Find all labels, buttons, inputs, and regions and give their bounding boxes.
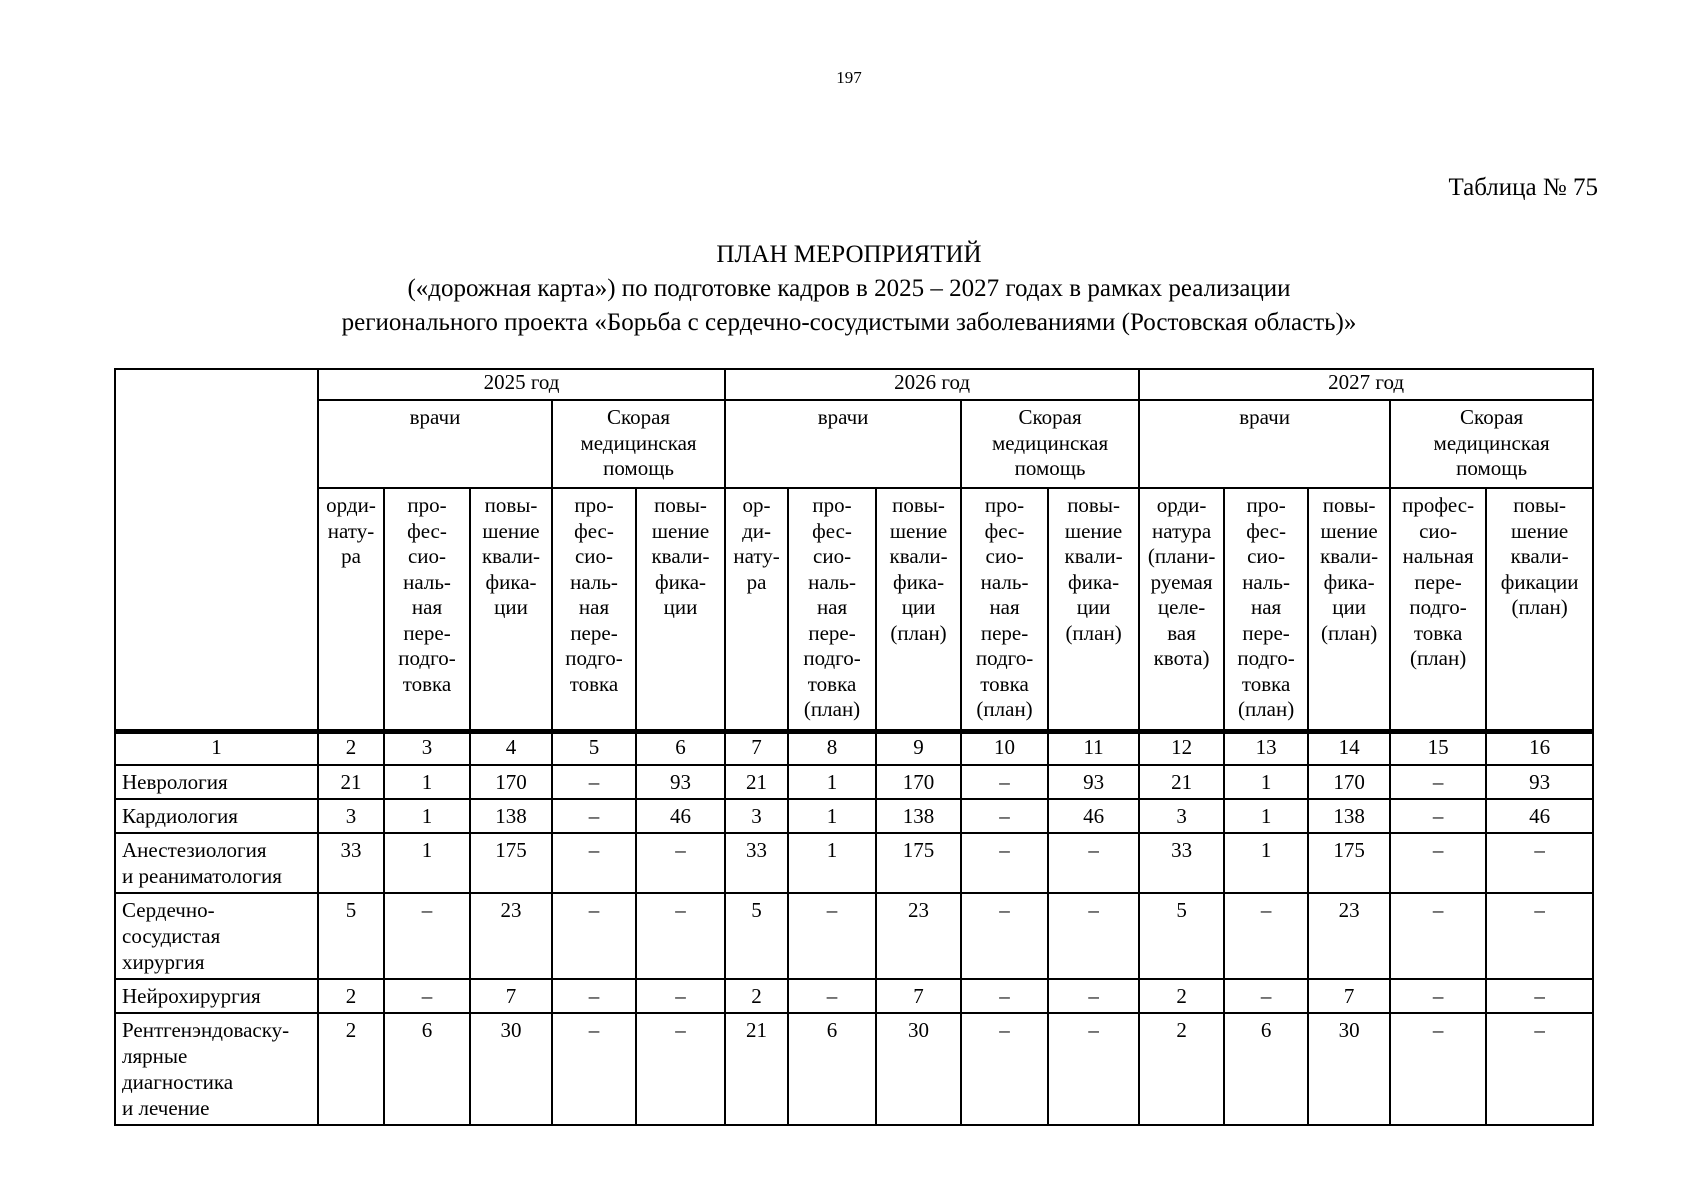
column-number: 12 <box>1139 732 1224 766</box>
table-cell: 5 <box>1139 893 1224 979</box>
table-cell: 46 <box>636 799 725 833</box>
table-cell: – <box>961 799 1048 833</box>
row-label: Рентгенэндоваску- лярные диагностика и лечение <box>115 1013 318 1125</box>
table-cell: 7 <box>876 979 961 1013</box>
header-group-ambulance: Скорая медицинская помощь <box>1390 400 1593 488</box>
column-number: 10 <box>961 732 1048 766</box>
table-cell: 1 <box>788 833 876 893</box>
header-group-doctors: врачи <box>1139 400 1390 488</box>
table-cell: – <box>1486 833 1593 893</box>
table-cell: – <box>1048 893 1139 979</box>
table-cell: – <box>1390 893 1486 979</box>
table-cell: 23 <box>1308 893 1390 979</box>
table-cell: – <box>1486 1013 1593 1125</box>
table-cell: 33 <box>725 833 788 893</box>
table-cell: 2 <box>725 979 788 1013</box>
table-cell: 6 <box>788 1013 876 1125</box>
table-caption: Таблица № 75 <box>1448 174 1598 201</box>
column-header: профес- сио- нальная пере- подго- товка (план) <box>1390 488 1486 732</box>
table-cell: 21 <box>1139 765 1224 799</box>
table-cell: 23 <box>470 893 552 979</box>
table-cell: 138 <box>876 799 961 833</box>
header-year-2025: 2025 год <box>318 369 725 400</box>
table-cell: 21 <box>318 765 384 799</box>
table-cell: – <box>788 893 876 979</box>
column-header: про- фес- сио- наль- ная пере- подго- товка (план) <box>1224 488 1308 732</box>
column-header: ор- ди- нату- ра <box>725 488 788 732</box>
table-cell: – <box>1390 799 1486 833</box>
table-cell: – <box>552 1013 636 1125</box>
table-cell: 93 <box>636 765 725 799</box>
header-year-2027: 2027 год <box>1139 369 1593 400</box>
table-cell: – <box>1048 1013 1139 1125</box>
table-cell: 138 <box>470 799 552 833</box>
table-row <box>115 893 1593 979</box>
table-cell: 2 <box>1139 979 1224 1013</box>
column-number-row <box>115 732 1593 766</box>
title-line-1: ПЛАН МЕРОПРИЯТИЙ <box>716 241 982 268</box>
column-number: 8 <box>788 732 876 766</box>
table-cell: 3 <box>1139 799 1224 833</box>
header-group-ambulance: Скорая медицинская помощь <box>961 400 1139 488</box>
table-cell: 30 <box>470 1013 552 1125</box>
table-cell: – <box>552 833 636 893</box>
table-cell: – <box>636 893 725 979</box>
table-cell: – <box>788 979 876 1013</box>
table-row <box>115 1013 1593 1125</box>
table-cell: – <box>636 833 725 893</box>
column-number: 15 <box>1390 732 1486 766</box>
table-cell: 170 <box>470 765 552 799</box>
table-cell: 1 <box>384 799 470 833</box>
header-year-2026: 2026 год <box>725 369 1139 400</box>
table-cell: 21 <box>725 765 788 799</box>
plan-table <box>114 368 1594 1126</box>
header-empty-cell <box>115 369 318 732</box>
column-header: про- фес- сио- наль- ная пере- подго- товка <box>552 488 636 732</box>
column-number: 2 <box>318 732 384 766</box>
page-number: 197 <box>836 68 862 87</box>
table-cell: 138 <box>1308 799 1390 833</box>
row-label: Неврология <box>115 765 318 799</box>
row-label: Анестезиология и реаниматология <box>115 833 318 893</box>
table-cell: 7 <box>1308 979 1390 1013</box>
table-cell: – <box>961 1013 1048 1125</box>
table-cell: – <box>1048 833 1139 893</box>
table-cell: – <box>961 765 1048 799</box>
document-title <box>0 238 1698 340</box>
table-cell: – <box>1390 1013 1486 1125</box>
table-cell: 3 <box>318 799 384 833</box>
table-cell: 1 <box>1224 799 1308 833</box>
table-cell: – <box>1048 979 1139 1013</box>
table-cell: 1 <box>1224 833 1308 893</box>
table-cell: 175 <box>876 833 961 893</box>
column-number: 4 <box>470 732 552 766</box>
table-cell: – <box>384 979 470 1013</box>
column-header: орди- нату- ра <box>318 488 384 732</box>
table-cell: 46 <box>1486 799 1593 833</box>
table-cell: – <box>552 979 636 1013</box>
column-header: про- фес- сио- наль- ная пере- подго- товка <box>384 488 470 732</box>
table-cell: 170 <box>1308 765 1390 799</box>
title-line-3: регионального проекта «Борьба с сердечно-сосудистыми заболеваниями (Ростовская область)» <box>341 309 1357 336</box>
table-cell: 3 <box>725 799 788 833</box>
table-cell: – <box>961 833 1048 893</box>
header-column-row <box>115 488 1593 732</box>
title-line-2: («дорожная карта») по подготовке кадров в 2025 – 2027 годах в рамках реализации <box>407 275 1291 302</box>
header-year-row <box>115 369 1593 400</box>
table-cell: 93 <box>1486 765 1593 799</box>
row-label: Нейрохирургия <box>115 979 318 1013</box>
column-header: повы- шение квали- фикации (план) <box>1486 488 1593 732</box>
table-cell: 6 <box>1224 1013 1308 1125</box>
column-number: 5 <box>552 732 636 766</box>
column-number: 1 <box>115 732 318 766</box>
table-cell: 175 <box>1308 833 1390 893</box>
header-group-row <box>115 400 1593 488</box>
table-cell: 5 <box>318 893 384 979</box>
column-header: орди- натура (плани- руемая целе- вая квота) <box>1139 488 1224 732</box>
table-cell: – <box>961 893 1048 979</box>
table-cell: 1 <box>384 765 470 799</box>
column-header: повы- шение квали- фика- ции (план) <box>876 488 961 732</box>
table-cell: – <box>1390 979 1486 1013</box>
table-cell: – <box>1224 893 1308 979</box>
column-header: про- фес- сио- наль- ная пере- подго- товка (план) <box>788 488 876 732</box>
table-cell: 1 <box>384 833 470 893</box>
table-cell: 175 <box>470 833 552 893</box>
column-header: повы- шение квали- фика- ции <box>470 488 552 732</box>
column-number: 7 <box>725 732 788 766</box>
table-cell: 23 <box>876 893 961 979</box>
table-cell: 21 <box>725 1013 788 1125</box>
table-cell: 6 <box>384 1013 470 1125</box>
column-number: 6 <box>636 732 725 766</box>
column-number: 16 <box>1486 732 1593 766</box>
row-label: Сердечно- сосудистая хирургия <box>115 893 318 979</box>
column-number: 13 <box>1224 732 1308 766</box>
table-cell: – <box>552 893 636 979</box>
table-cell: – <box>1390 765 1486 799</box>
table-cell: – <box>384 893 470 979</box>
table-cell: 170 <box>876 765 961 799</box>
table-cell: 1 <box>788 799 876 833</box>
table-cell: 1 <box>1224 765 1308 799</box>
table-cell: 93 <box>1048 765 1139 799</box>
header-group-ambulance: Скорая медицинская помощь <box>552 400 725 488</box>
table-cell: – <box>636 979 725 1013</box>
table-cell: – <box>1390 833 1486 893</box>
table-cell: 46 <box>1048 799 1139 833</box>
table-row <box>115 765 1593 799</box>
table-cell: 30 <box>1308 1013 1390 1125</box>
column-number: 3 <box>384 732 470 766</box>
table-cell: – <box>961 979 1048 1013</box>
column-header: повы- шение квали- фика- ции (план) <box>1308 488 1390 732</box>
column-number: 9 <box>876 732 961 766</box>
table-cell: 7 <box>470 979 552 1013</box>
table-row <box>115 979 1593 1013</box>
table-cell: – <box>1486 893 1593 979</box>
table-row <box>115 799 1593 833</box>
column-header: про- фес- сио- наль- ная пере- подго- товка (план) <box>961 488 1048 732</box>
table-cell: – <box>552 799 636 833</box>
table-cell: 30 <box>876 1013 961 1125</box>
table-cell: 33 <box>1139 833 1224 893</box>
table-cell: 5 <box>725 893 788 979</box>
table-cell: 2 <box>318 1013 384 1125</box>
table-row <box>115 833 1593 893</box>
table-cell: 2 <box>1139 1013 1224 1125</box>
column-header: повы- шение квали- фика- ции <box>636 488 725 732</box>
table-cell: – <box>1486 979 1593 1013</box>
table-cell: – <box>1224 979 1308 1013</box>
table-cell: 1 <box>788 765 876 799</box>
column-number: 11 <box>1048 732 1139 766</box>
table-cell: 2 <box>318 979 384 1013</box>
table-cell: 33 <box>318 833 384 893</box>
table-cell: – <box>552 765 636 799</box>
header-group-doctors: врачи <box>318 400 552 488</box>
table-cell: – <box>636 1013 725 1125</box>
header-group-doctors: врачи <box>725 400 961 488</box>
row-label: Кардиология <box>115 799 318 833</box>
column-number: 14 <box>1308 732 1390 766</box>
column-header: повы- шение квали- фика- ции (план) <box>1048 488 1139 732</box>
